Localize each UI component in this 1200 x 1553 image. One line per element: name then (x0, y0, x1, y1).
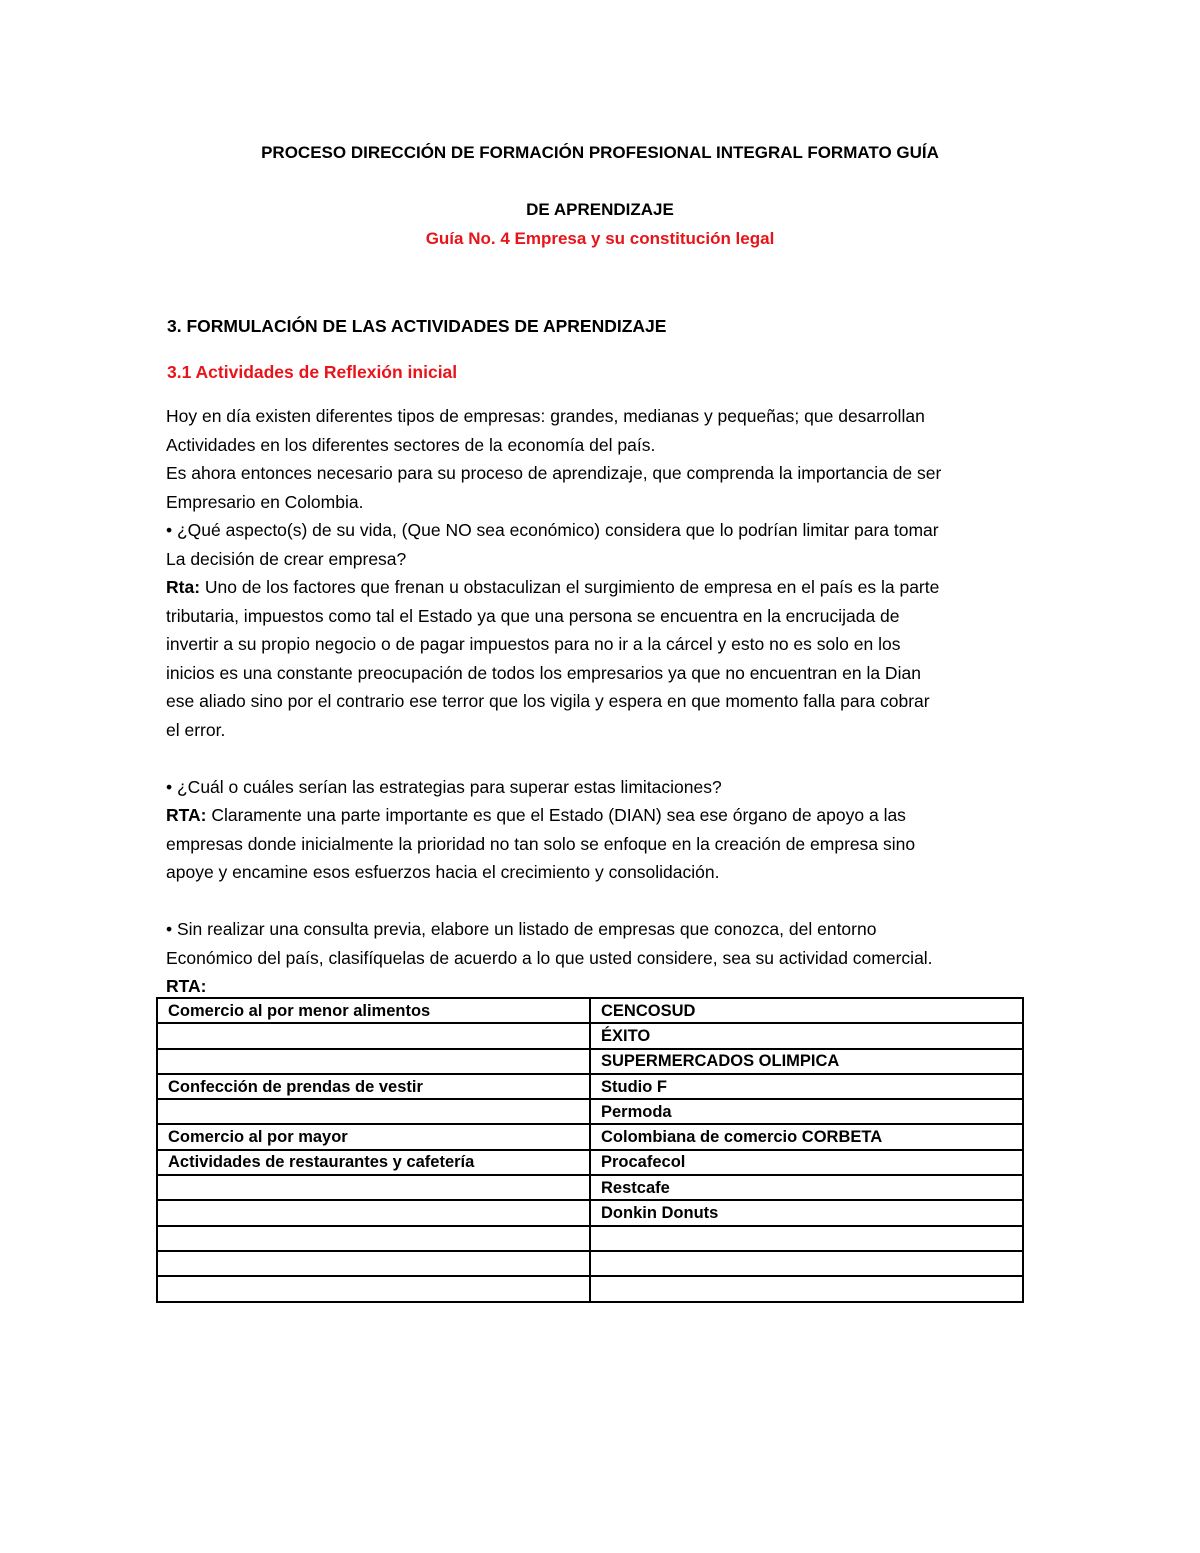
activity-cell (157, 1226, 590, 1251)
activity-cell (157, 1049, 590, 1074)
answer-2-line: apoye y encamine esos esfuerzos hacia el crecimiento y consolidación. (166, 862, 720, 882)
activity-cell (157, 1200, 590, 1225)
company-cell (590, 1226, 1023, 1251)
answer-1-line: el error. (166, 719, 226, 740)
table-row (157, 998, 1023, 1023)
table-row (157, 1200, 1023, 1225)
paragraph-gap (166, 887, 1046, 916)
document-title-line1: PROCESO DIRECCIÓN DE FORMACIÓN PROFESIONAL INTEGRAL FORMATO GUÍA (261, 143, 939, 162)
company-cell: Studio F (590, 1074, 1023, 1099)
table-row (157, 1023, 1023, 1048)
answer-3-label-text: RTA: (166, 976, 207, 996)
company-cell: Permoda (590, 1099, 1023, 1124)
activity-cell (157, 1023, 590, 1048)
company-cell: Restcafe (590, 1175, 1023, 1200)
company-cell: Colombiana de comercio CORBETA (590, 1124, 1023, 1149)
table-row (157, 1074, 1023, 1099)
table-row (157, 1276, 1023, 1301)
company-cell: SUPERMERCADOS OLIMPICA (590, 1049, 1023, 1074)
question-1-line: • ¿Qué aspecto(s) de su vida, (Que NO sea económico) considera que lo podrían limitar para tomar (166, 520, 939, 540)
question-3-line: Económico del país, clasifíquelas de acuerdo a lo que usted considere, sea su actividad comercial. (166, 947, 933, 968)
company-cell: Donkin Donuts (590, 1200, 1023, 1225)
intro-line: Hoy en día existen diferentes tipos de empresas: grandes, medianas y pequeñas; que desarrollan (166, 406, 925, 426)
paragraph-gap (166, 744, 1046, 773)
table-row (157, 1124, 1023, 1149)
activity-cell: Comercio al por menor alimentos (157, 998, 590, 1023)
company-cell: CENCOSUD (590, 998, 1023, 1023)
answer-1-line: tributaria, impuestos como tal el Estado ya que una persona se encuentra en la encrucijada de (166, 605, 900, 626)
guide-title: Guía No. 4 Empresa y su constitución legal (425, 229, 775, 248)
section-subheading: 3.1 Actividades de Reflexión inicial (167, 362, 458, 382)
section-heading: 3. FORMULACIÓN DE LAS ACTIVIDADES DE APRENDIZAJE (167, 316, 667, 336)
activity-cell: Actividades de restaurantes y cafetería (157, 1150, 590, 1175)
activity-cell (157, 1276, 590, 1301)
company-cell (590, 1276, 1023, 1301)
answer-2-label: RTA: (166, 805, 207, 825)
company-cell: Procafecol (590, 1150, 1023, 1175)
table-row (157, 1226, 1023, 1251)
activity-cell (157, 1251, 590, 1276)
table-row (157, 1175, 1023, 1200)
answer-1-first-line (166, 573, 1046, 602)
companies-table (156, 997, 1024, 1303)
answer-2-line: empresas donde inicialmente la prioridad no tan solo se enfoque en la creación de empresa sino (166, 833, 916, 854)
document-body (166, 402, 1046, 1001)
answer-1-line: invertir a su propio negocio o de pagar impuestos para no ir a la cárcel y esto no es solo en los (166, 634, 901, 654)
table-row (157, 1049, 1023, 1074)
activity-cell (157, 1175, 590, 1200)
table-row (157, 1099, 1023, 1124)
question-2-line: • ¿Cuál o cuáles serían las estrategias para superar estas limitaciones? (166, 776, 722, 797)
question-3-line: • Sin realizar una consulta previa, elabore un listado de empresas que conozca, del entorno (166, 919, 877, 939)
activity-cell (157, 1099, 590, 1124)
table-row (157, 1251, 1023, 1276)
activity-cell: Comercio al por mayor (157, 1124, 590, 1149)
question-1-line: La decisión de crear empresa? (166, 548, 407, 569)
intro-line: Es ahora entonces necesario para su proceso de aprendizaje, que comprenda la importancia de ser (166, 463, 942, 483)
answer-2-first-line (166, 801, 1046, 830)
answer-1-line: ese aliado sino por el contrario ese terror que los vigila y espera en que momento falla para cobrar (166, 691, 930, 711)
answer-1-text: Uno de los factores que frenan u obstaculizan el surgimiento de empresa en el país es la parte (200, 577, 940, 597)
activity-cell: Confección de prendas de vestir (157, 1074, 590, 1099)
table-row (157, 1150, 1023, 1175)
answer-1-line: inicios es una constante preocupación de todos los empresarios ya que no encuentran en la Dian (166, 662, 921, 683)
company-cell (590, 1251, 1023, 1276)
intro-line: Actividades en los diferentes sectores de la economía del país. (166, 434, 656, 455)
answer-1-label: Rta: (166, 577, 201, 597)
document-title-line2: DE APRENDIZAJE (526, 200, 674, 219)
company-cell: ÉXITO (590, 1023, 1023, 1048)
answer-2-text: Claramente una parte importante es que el Estado (DIAN) sea ese órgano de apoyo a las (206, 805, 906, 825)
intro-line: Empresario en Colombia. (166, 491, 364, 512)
